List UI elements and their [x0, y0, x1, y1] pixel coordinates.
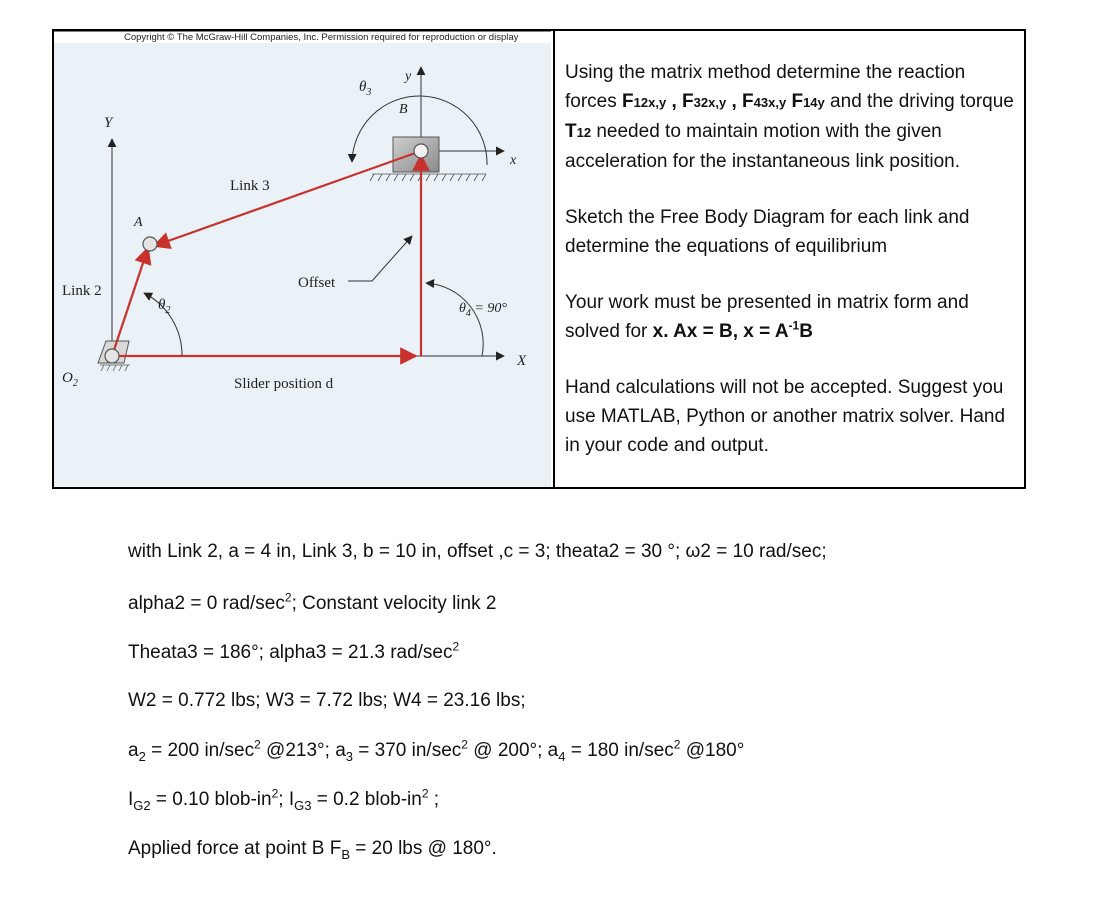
label-A: A — [134, 215, 143, 230]
given-line-7: Applied force at point B $F_B = 20$ lbs @ 180°. — [128, 838, 497, 862]
label-Y: Y — [104, 115, 113, 131]
label-offset: Offset — [298, 275, 336, 291]
given-line-3: Theata3 = 186°; alpha3 = 21.3 rad/$\sec^2$ — [128, 639, 460, 663]
given-line-6: $I_{G2} = 0.10$ blob-$in^2$; $I_{G3} = 0.2$ blob-$in^2$ ; — [128, 786, 440, 813]
instructions-paragraph-2: Sketch the Free Body Diagram for each link and determine the equations of equilibrium — [565, 207, 970, 257]
frame-divider — [553, 29, 555, 489]
label-theta3: $\theta_3$ — [359, 79, 372, 98]
label-X: X — [517, 353, 527, 369]
given-line-5: $a_2 = 200$ $in/\sec^2$ @213°; $a_3 = 370$ $in/\sec^2$ @ 200°; $a_4 = 180$ $in/\sec^2$ @180° — [128, 737, 745, 764]
instructions-paragraph-1: Using the matrix method determine the reaction forces F12x,y , F32x,y , F43x,y F14y and the driving torque T12 needed to maintain motion with the given acceleration for the instantaneous link position. — [565, 62, 1014, 172]
mechanism-figure — [54, 31, 551, 487]
pin-A — [143, 237, 157, 251]
pin-B — [414, 144, 428, 158]
label-link2: Link 2 — [62, 283, 102, 299]
label-O2: $O_2$ — [62, 370, 78, 389]
label-x: x — [510, 153, 517, 168]
given-line-4: W2 = 0.772 lbs; W3 = 7.72 lbs; W4 = 23.16 lbs; — [128, 690, 526, 711]
given-line-1: with Link 2, a = 4 in, Link 3, b = 10 in, offset ,c = 3; theata2 = 30 °; ω2 = 10 rad/sec; — [128, 541, 827, 562]
label-B: B — [399, 102, 408, 117]
pin-O2 — [105, 349, 119, 363]
copyright-text: Copyright © The McGraw-Hill Companies, Inc. Permission required for reproduction or display — [124, 32, 519, 43]
label-theta4: $\theta_4 = 90^\circ$ — [459, 301, 507, 319]
instructions-paragraph-3: Your work must be presented in matrix form and solved for x. Ax = B, $x = A^{-1}B$ — [565, 292, 969, 342]
instructions-paragraph-4: Hand calculations will not be accepted. Suggest you use MATLAB, Python or another matrix solver. Hand in your code and output. — [565, 377, 1006, 456]
figure-background — [54, 43, 551, 487]
label-link3: Link 3 — [230, 178, 270, 194]
label-y: y — [405, 69, 412, 84]
given-line-2: alpha2 = 0 rad/$\sec^2$; Constant velocity link 2 — [128, 590, 497, 614]
slider-crank-diagram — [54, 31, 551, 487]
instructions-panel — [565, 58, 1020, 460]
label-slider-position: Slider position d — [234, 376, 334, 392]
label-theta2: $\theta_2$ — [158, 297, 171, 316]
